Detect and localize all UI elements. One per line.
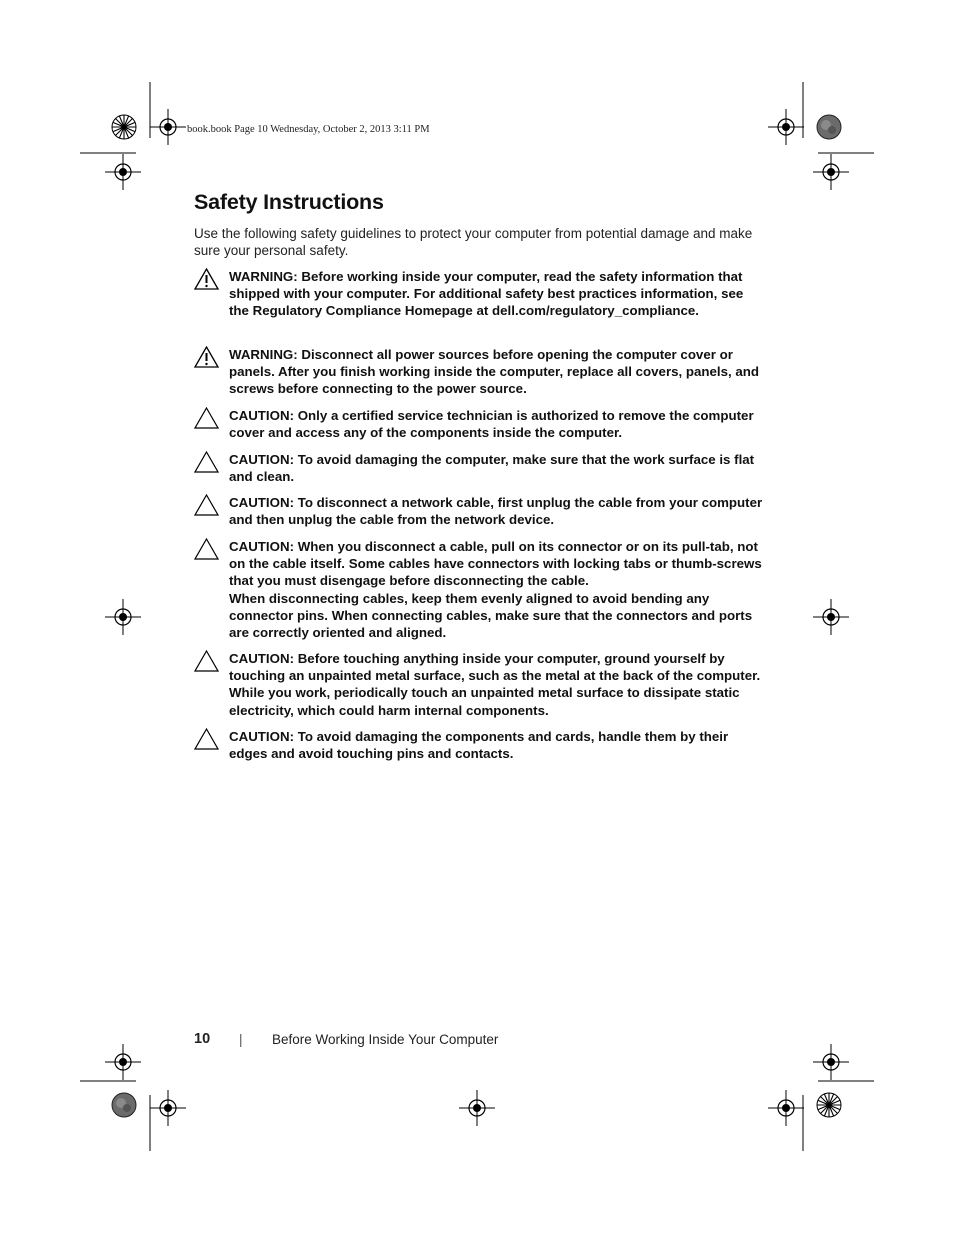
- caution-notice: [194, 494, 764, 528]
- caution-notice: [194, 407, 764, 441]
- chapter-title: Before Working Inside Your Computer: [272, 1032, 499, 1047]
- caution-triangle-icon: [194, 494, 219, 516]
- page-title: Safety Instructions: [194, 190, 384, 214]
- notice-text: CAUTION: To avoid damaging the computer, make sure that the work surface is flat and clean.: [229, 452, 755, 485]
- notice-text: When disconnecting cables, keep them evenly aligned to avoid bending any connector pins. When connecting cables, make sure that the connectors and ports are correctly oriented and aligned.: [229, 590, 753, 641]
- page-number: 10: [194, 1031, 211, 1047]
- notice-text: CAUTION: Only a certified service technician is authorized to remove the computer cover and access any of the components inside the computer.: [229, 408, 754, 441]
- warning-notice: [194, 346, 764, 398]
- caution-triangle-icon: [194, 451, 219, 473]
- caution-notice: [194, 451, 764, 485]
- caution-triangle-icon: [194, 650, 219, 672]
- warning-notice: [194, 268, 764, 320]
- caution-notice: [194, 728, 764, 762]
- warning-triangle-icon: [194, 268, 219, 290]
- footer-separator: |: [239, 1032, 243, 1047]
- intro-paragraph: Use the following safety guidelines to protect your computer from potential damage and make sure your personal safety.: [194, 226, 753, 259]
- warning-triangle-icon: [194, 346, 219, 368]
- notice-text: CAUTION: When you disconnect a cable, pull on its connector or on its pull-tab, not on the cable itself. Some cables have connectors with locking tabs or thumb-screws that you must disengage before disconnecting the cable.: [229, 539, 762, 589]
- caution-notice: [194, 650, 764, 719]
- caution-triangle-icon: [194, 538, 219, 560]
- caution-triangle-icon: [194, 728, 219, 750]
- caution-notice: [194, 538, 764, 641]
- notice-text: CAUTION: Before touching anything inside your computer, ground yourself by touching an unpainted metal surface, such as the metal at the back of the computer. While you work, periodically touch an unpainted metal surface to dissipate static electricity, which could harm internal components.: [229, 651, 761, 718]
- printer-slug: book.book Page 10 Wednesday, October 2, 2013 3:11 PM: [187, 124, 430, 135]
- notice-text: CAUTION: To avoid damaging the components and cards, handle them by their edges and avoid touching pins and contacts.: [229, 729, 729, 762]
- caution-triangle-icon: [194, 407, 219, 429]
- notice-text: WARNING: Disconnect all power sources before opening the computer cover or panels. After you finish working inside the computer, replace all covers, panels, and screws before connecting to the power source.: [229, 347, 760, 397]
- notice-text: WARNING: Before working inside your computer, read the safety information that shipped with your computer. For additional safety best practices information, see the Regulatory Compliance Homepage at dell.com/regulatory_compliance.: [229, 269, 744, 319]
- notice-text: CAUTION: To disconnect a network cable, first unplug the cable from your computer and then unplug the cable from the network device.: [229, 495, 763, 528]
